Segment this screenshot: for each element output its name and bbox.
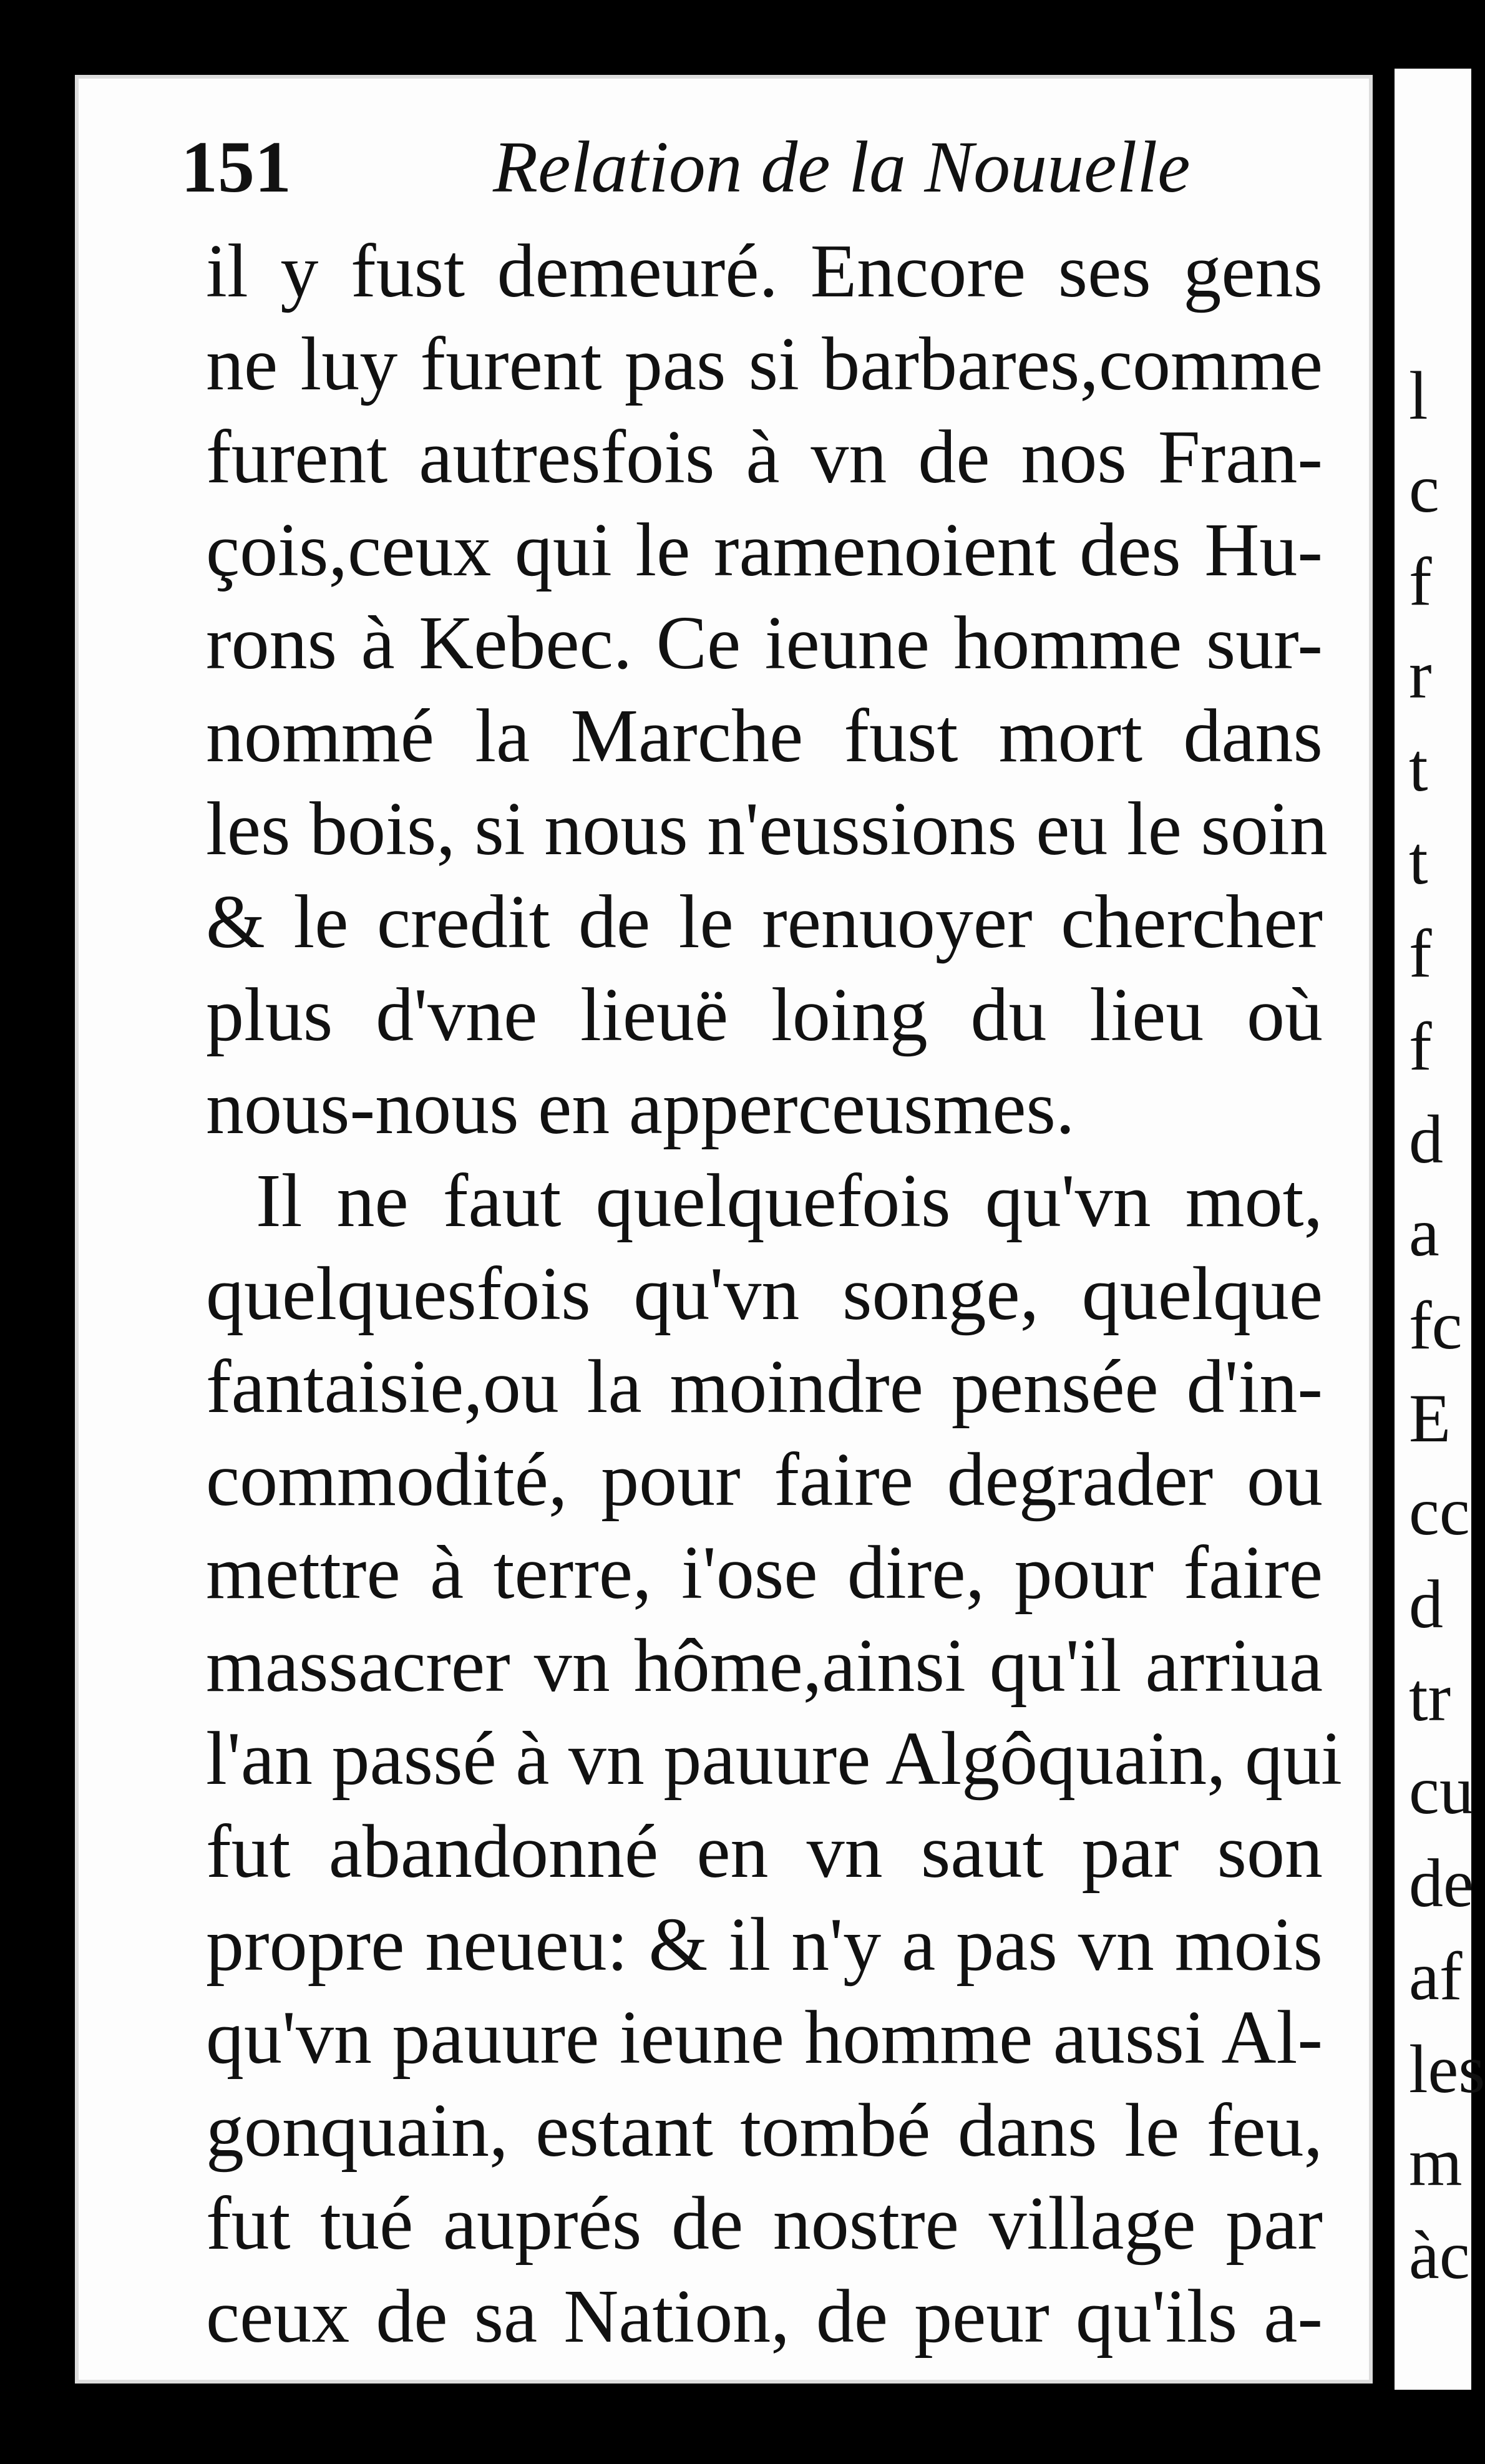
page-header: [156, 119, 1292, 225]
margin-fragment: d: [1409, 1101, 1443, 1177]
text-line: il y fust demeuré. Encore ses gens: [206, 229, 1323, 313]
margin-fragment: l: [1409, 358, 1428, 434]
text-line: gonquain, estant tombé dans le feu,: [206, 2088, 1323, 2173]
margin-fragment: c: [1409, 450, 1439, 527]
running-title: Relation de la Nouuelle: [493, 126, 1190, 208]
margin-fragment: f: [1409, 1008, 1432, 1084]
margin-fragment: àc: [1409, 2217, 1470, 2293]
text-line: les bois, si nous n'eussions eu le soin: [206, 787, 1328, 871]
margin-fragment: de: [1409, 1845, 1474, 1921]
margin-fragment: E: [1409, 1380, 1451, 1456]
text-line: l'an passé à vn pauure Algôquain, qui: [206, 1717, 1343, 1801]
text-line: ne luy furent pas si barbares,comme: [206, 322, 1323, 406]
page-number: 151: [181, 126, 291, 208]
margin-fragment: d: [1409, 1566, 1443, 1642]
margin-fragment: tr: [1409, 1659, 1451, 1735]
margin-fragment: cu: [1409, 1752, 1474, 1828]
body-text: [206, 225, 1343, 2363]
text-line: rons à Kebec. Ce ieune homme sur-: [206, 601, 1323, 685]
text-line: fantaisie,ou la moindre pensée d'in-: [206, 1345, 1323, 1429]
text-line: nommé la Marche fust mort dans: [206, 694, 1323, 778]
text-line: plus d'vne lieuë loing du lieu où: [206, 973, 1323, 1057]
margin-fragment: r: [1409, 636, 1432, 713]
text-line: çois,ceux qui le ramenoient des Hu-: [206, 508, 1323, 592]
text-line: qu'vn pauure ieune homme aussi Al-: [206, 1995, 1323, 2080]
margin-fragment: f: [1409, 543, 1432, 620]
text-line: furent autresfois à vn de nos Fran-: [206, 415, 1323, 499]
margin-fragment: a: [1409, 1194, 1439, 1270]
text-line: propre neueu: & il n'y a pas vn mois: [206, 1902, 1323, 1987]
text-line: & le credit de le renuoyer chercher: [206, 880, 1323, 964]
margin-fragment: t: [1409, 822, 1428, 898]
text-line: ceux de sa Nation, de peur qu'ils a-: [206, 2274, 1323, 2359]
margin-fragment: m: [1409, 2124, 1463, 2200]
margin-fragment: cc: [1409, 1473, 1470, 1549]
text-line: quelquesfois qu'vn songe, quelque: [206, 1252, 1323, 1336]
text-line: fut tué auprés de nostre village par: [206, 2181, 1323, 2266]
margin-fragment: fc: [1409, 1287, 1463, 1363]
text-line: mettre à terre, i'ose dire, pour faire: [206, 1531, 1323, 1615]
margin-fragment: f: [1409, 915, 1432, 991]
text-line: massacrer vn hôme,ainsi qu'il arriua: [206, 1624, 1323, 1708]
text-line: nous-nous en apperceusmes.: [206, 1066, 1075, 1150]
margin-fragment: af: [1409, 1938, 1463, 2014]
margin-fragment: les: [1409, 2031, 1485, 2107]
margin-fragment: t: [1409, 729, 1428, 806]
facing-page-margin-text: [1403, 349, 1485, 2302]
text-line: Il ne faut quelquefois qu'vn mot,: [256, 1159, 1323, 1243]
text-line: fut abandonné en vn saut par son: [206, 1809, 1323, 1894]
text-line: commodité, pour faire degrader ou: [206, 1438, 1323, 1522]
